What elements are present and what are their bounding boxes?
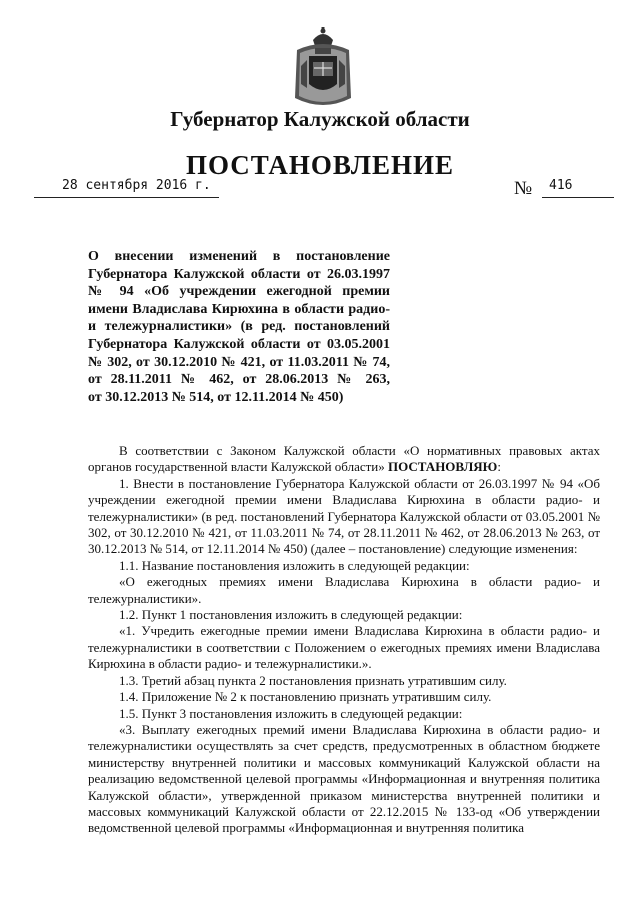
kaluga-coat-of-arms-icon <box>291 26 355 112</box>
subject-line: от 28.11.2011 № 462, от 28.06.2013 № 263, <box>88 372 390 388</box>
subject-line: и тележурналистики» (в ред. постановлений <box>88 319 390 335</box>
number-label: № <box>514 178 533 199</box>
body-paragraph: «1. Учредить ежегодные премии имени Владислава Кирюхина в области радио- и тележурналистики в соответствии с Положением о ежегодных премиях имени Владислава Кирюхина в области радио- и тележурналистики.». <box>88 623 600 672</box>
preamble-paragraph <box>88 443 600 476</box>
subject-line: от 30.12.2013 № 514, от 12.11.2014 № 450) <box>88 389 344 405</box>
document-date: 28 сентября 2016 г. <box>62 178 211 193</box>
subject-line: Губернатора Калужской области от 26.03.1997 <box>88 266 390 282</box>
subject-line: № 94 «Об учреждении ежегодной премии <box>88 284 390 300</box>
document-subject <box>88 248 390 406</box>
body-paragraph: 1.2. Пункт 1 постановления изложить в следующей редакции: <box>119 607 463 623</box>
body-paragraph: 1.4. Приложение № 2 к постановлению признать утратившим силу. <box>119 689 492 705</box>
body-paragraph: 1. Внести в постановление Губернатора Калужской области от 26.03.1997 № 94 «Об учреждении ежегодной премии имени Владислава Кирюхина в области радио- и тележурналистики» (в ред. постановлений Губернатора Калужской области от 03.05.2001 № 302, от 30.12.2010 № 421, от 11.03.2011 № 74, от 28.11.2011 № 462, от 28.06.2013 № 263, от 30.12.2013 № 514, от 12.11.2014 № 450) (далее – постановление) следующие изменения: <box>88 475 600 557</box>
preamble-keyword: ПОСТАНОВЛЯЮ <box>388 459 498 475</box>
subject-line: № 302, от 30.12.2010 № 421, от 11.03.2011 № 74, <box>88 354 390 370</box>
document-type-heading: ПОСТАНОВЛЕНИЕ <box>185 150 455 180</box>
subject-line: Губернатора Калужской области от 03.05.2001 <box>88 336 390 352</box>
subject-line: О внесении изменений в постановление <box>88 249 390 264</box>
body-paragraph: «О ежегодных премиях имени Владислава Кирюхина в области радио- и тележурналистики». <box>88 574 600 606</box>
body-paragraph: «3. Выплату ежегодных премий имени Владислава Кирюхина в области радио- и тележурналистики осуществлять за счет средств, предусмотренных в областном бюджете министерству внутренней политики и массовых коммуникаций Калужской области на реализацию ведомственной целевой программы «Информационная и внутренняя политика Калужской области», утвержденной приказом министерства внутренней политики и массовых коммуникаций Калужской области от 22.12.2015 № 133-од «Об утверждении ведомственной целевой программы «Информационная и внутренняя политика <box>88 721 600 836</box>
preamble-end: : <box>497 459 501 475</box>
preamble-text: В соответствии с Законом Калужской области «О нормативных правовых актах органов государственной власти Калужской области» <box>88 443 600 475</box>
subject-line: имени Владислава Кирюхина в области радио- <box>88 301 390 317</box>
government-title: Губернатор Калужской области <box>170 107 470 131</box>
body-paragraph: 1.1. Название постановления изложить в следующей редакции: <box>119 557 470 573</box>
body-paragraph: 1.5. Пункт 3 постановления изложить в следующей редакции: <box>119 705 463 721</box>
document-number: 416 <box>549 178 573 193</box>
document-body <box>88 443 600 837</box>
body-paragraph: 1.3. Третий абзац пункта 2 постановления признать утратившим силу. <box>119 672 507 688</box>
